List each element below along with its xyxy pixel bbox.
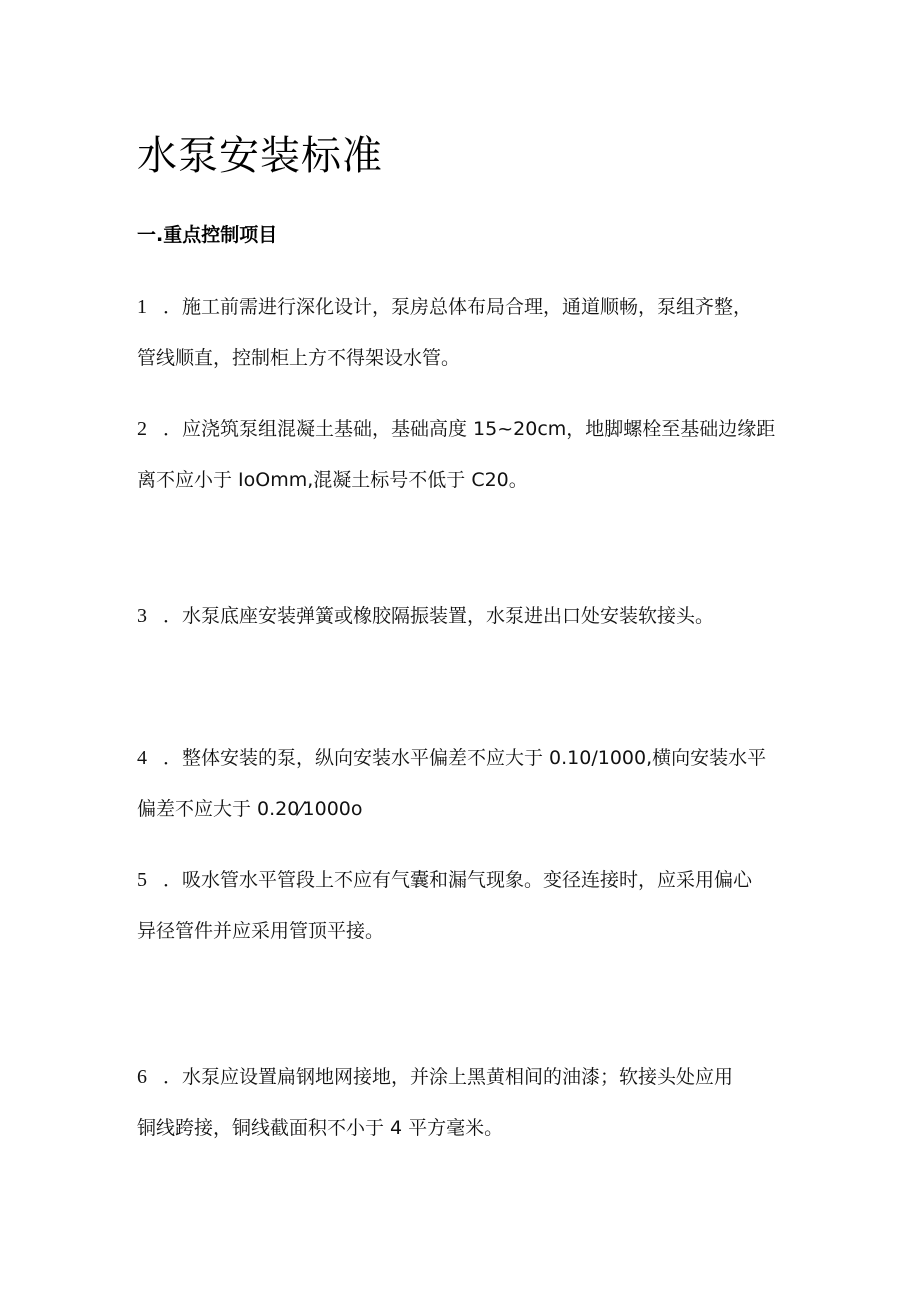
requirement-item-1 bbox=[137, 282, 797, 384]
requirement-item-6-line-2: 铜线跨接，铜线截面积不小于 4 平方毫米。 bbox=[137, 1117, 504, 1139]
requirement-number: 5 bbox=[137, 869, 147, 891]
requirement-text: ．应浇筑泵组混凝土基础，基础高度 15~20cm，地脚螺栓至基础边缘距 bbox=[163, 418, 776, 440]
requirement-number: 6 bbox=[137, 1066, 147, 1088]
requirement-item-3 bbox=[137, 591, 797, 642]
requirement-item-6-line-1 bbox=[137, 1052, 797, 1103]
requirement-item-4-line-2: 偏差不应大于 0.20⁄1000o bbox=[137, 798, 363, 820]
requirement-text: ．吸水管水平管段上不应有气囊和漏气现象。变径连接时，应采用偏心 bbox=[163, 869, 753, 891]
requirement-item-4-line-1 bbox=[137, 733, 797, 784]
requirement-item-1-line-2: 管线顺直，控制柜上方不得架设水管。 bbox=[137, 347, 461, 369]
requirement-item-4 bbox=[137, 733, 797, 835]
requirement-text: ．水泵应设置扁钢地网接地，并涂上黑黄相间的油漆；软接头处应用 bbox=[163, 1066, 734, 1088]
requirement-item-1-line-1 bbox=[137, 282, 797, 333]
requirement-number: 3 bbox=[137, 605, 147, 627]
requirement-text: ．施工前需进行深化设计，泵房总体布局合理，通道顺畅，泵组齐整， bbox=[163, 296, 753, 318]
document-title: 水泵安装标准 bbox=[137, 133, 383, 179]
requirement-text: ．水泵底座安装弹簧或橡胶隔振装置，水泵进出口处安装软接头。 bbox=[163, 605, 715, 627]
requirement-item-6 bbox=[137, 1052, 797, 1154]
requirement-item-5-line-1 bbox=[137, 855, 797, 906]
requirement-number: 1 bbox=[137, 296, 147, 318]
requirement-number: 2 bbox=[137, 418, 147, 440]
section-heading: 一.重点控制项目 bbox=[137, 224, 278, 246]
requirement-item-5-line-2: 异径管件并应采用管顶平接。 bbox=[137, 920, 385, 942]
requirement-number: 4 bbox=[137, 747, 147, 769]
requirement-item-3-line-1 bbox=[137, 591, 797, 642]
requirement-item-2-line-2: 离不应小于 IoOmm,混凝土标号不低于 C20。 bbox=[137, 469, 528, 491]
requirement-item-5 bbox=[137, 855, 797, 957]
requirement-item-2 bbox=[137, 404, 797, 506]
requirement-item-2-line-1 bbox=[137, 404, 797, 455]
requirement-text: ．整体安装的泵，纵向安装水平偏差不应大于 0.10/1000,横向安装水平 bbox=[163, 747, 767, 769]
